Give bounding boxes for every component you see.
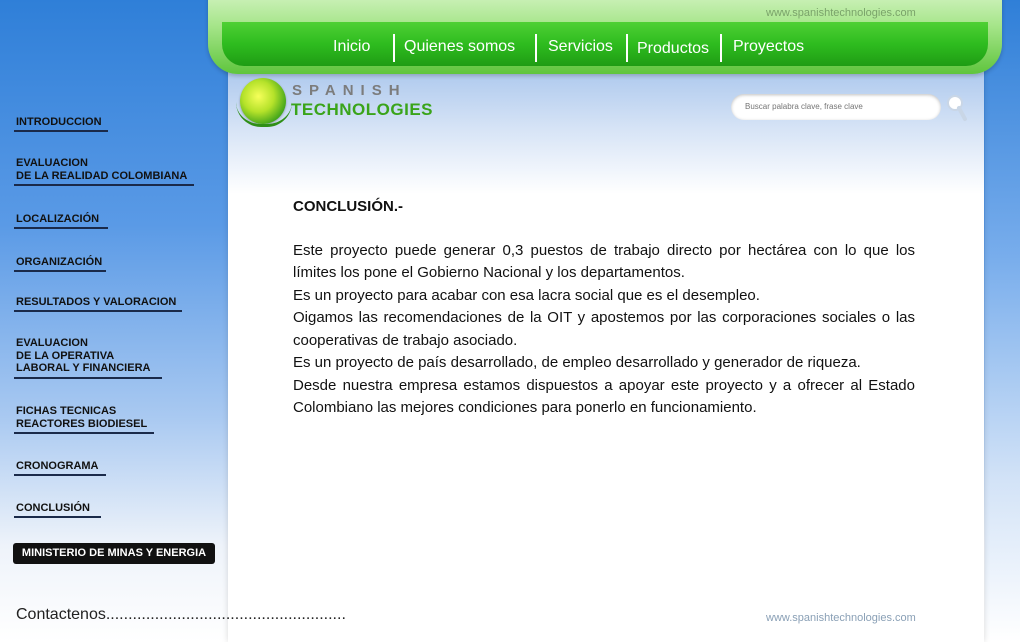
sidebar-underline <box>14 432 154 434</box>
nav-inicio[interactable]: Inicio <box>333 38 371 55</box>
footer-url[interactable]: www.spanishtechnologies.com <box>766 612 916 624</box>
sidebar-item-evaluacion-operativa[interactable]: EVALUACION DE LA OPERATIVA LABORAL Y FINANCIERA <box>16 337 151 374</box>
right-background-strip <box>985 0 1020 642</box>
sidebar-item-cronograma[interactable]: CRONOGRAMA <box>16 460 99 472</box>
logo-text-technologies: TECHNOLOGIES <box>291 100 434 119</box>
sidebar-item-introduccion[interactable]: INTRODUCCION <box>16 116 102 128</box>
sidebar-item-conclusion[interactable]: CONCLUSIÓN <box>16 502 90 514</box>
sidebar-underline <box>14 270 106 272</box>
sidebar-item-localizacion[interactable]: LOCALIZACIÓN <box>16 213 100 225</box>
nav-proyectos[interactable]: Proyectos <box>733 38 805 55</box>
article-title: CONCLUSIÓN.- <box>293 198 403 215</box>
sidebar-item-ministerio[interactable]: MINISTERIO DE MINAS Y ENERGIA <box>13 543 215 564</box>
header-url[interactable]: www.spanishtechnologies.com <box>766 7 916 19</box>
sidebar-underline <box>14 227 108 229</box>
sidebar-underline <box>14 130 108 132</box>
sidebar-item-fichas-tecnicas[interactable]: FICHAS TECNICAS REACTORES BIODIESEL <box>16 405 148 430</box>
article-paragraph: Este proyecto puede generar 0,3 puestos de trabajo directo por hectárea con lo que los límites los pone el Gobierno Nacional y los departamentos. <box>293 241 915 281</box>
sidebar-underline <box>14 377 162 379</box>
sidebar-underline <box>14 310 182 312</box>
nav-separator <box>535 34 537 62</box>
article-paragraph: Es un proyecto para acabar con esa lacra social que es el desempleo. <box>293 286 760 304</box>
article-content <box>293 196 915 420</box>
contact-link[interactable]: Contactenos...................................................... <box>16 606 346 623</box>
nav-separator <box>720 34 722 62</box>
sidebar-item-organizacion[interactable]: ORGANIZACIÓN <box>16 256 103 268</box>
sidebar-item-resultados[interactable]: RESULTADOS Y VALORACION <box>16 296 177 308</box>
nav-quienes-somos[interactable]: Quienes somos <box>404 38 516 55</box>
logo-text-spanish: SPANISH <box>292 82 407 99</box>
nav-servicios[interactable]: Servicios <box>548 38 613 55</box>
nav-separator <box>626 34 628 62</box>
sidebar-item-evaluacion-realidad[interactable]: EVALUACION DE LA REALIDAD COLOMBIANA <box>16 157 188 182</box>
sidebar-underline <box>14 184 194 186</box>
sidebar-underline <box>14 516 101 518</box>
nav-productos[interactable]: Productos <box>637 40 710 57</box>
article-paragraph: Oigamos las recomendaciones de la OIT y apostemos por las corporaciones sociales o las cooperativas de trabajo asociado. <box>293 309 915 349</box>
search-input[interactable] <box>731 94 941 120</box>
sidebar-underline <box>14 474 106 476</box>
article-paragraph: Es un proyecto de país desarrollado, de empleo desarrollado y generador de riqueza. <box>293 354 861 371</box>
article-paragraph: Desde nuestra empresa estamos dispuestos a apoyar este proyecto y a ofrecer al Estado Colombiano las mejores condiciones para ponerlo en funcionamiento. <box>293 376 915 416</box>
nav-separator <box>393 34 395 62</box>
search-icon[interactable] <box>946 94 968 122</box>
